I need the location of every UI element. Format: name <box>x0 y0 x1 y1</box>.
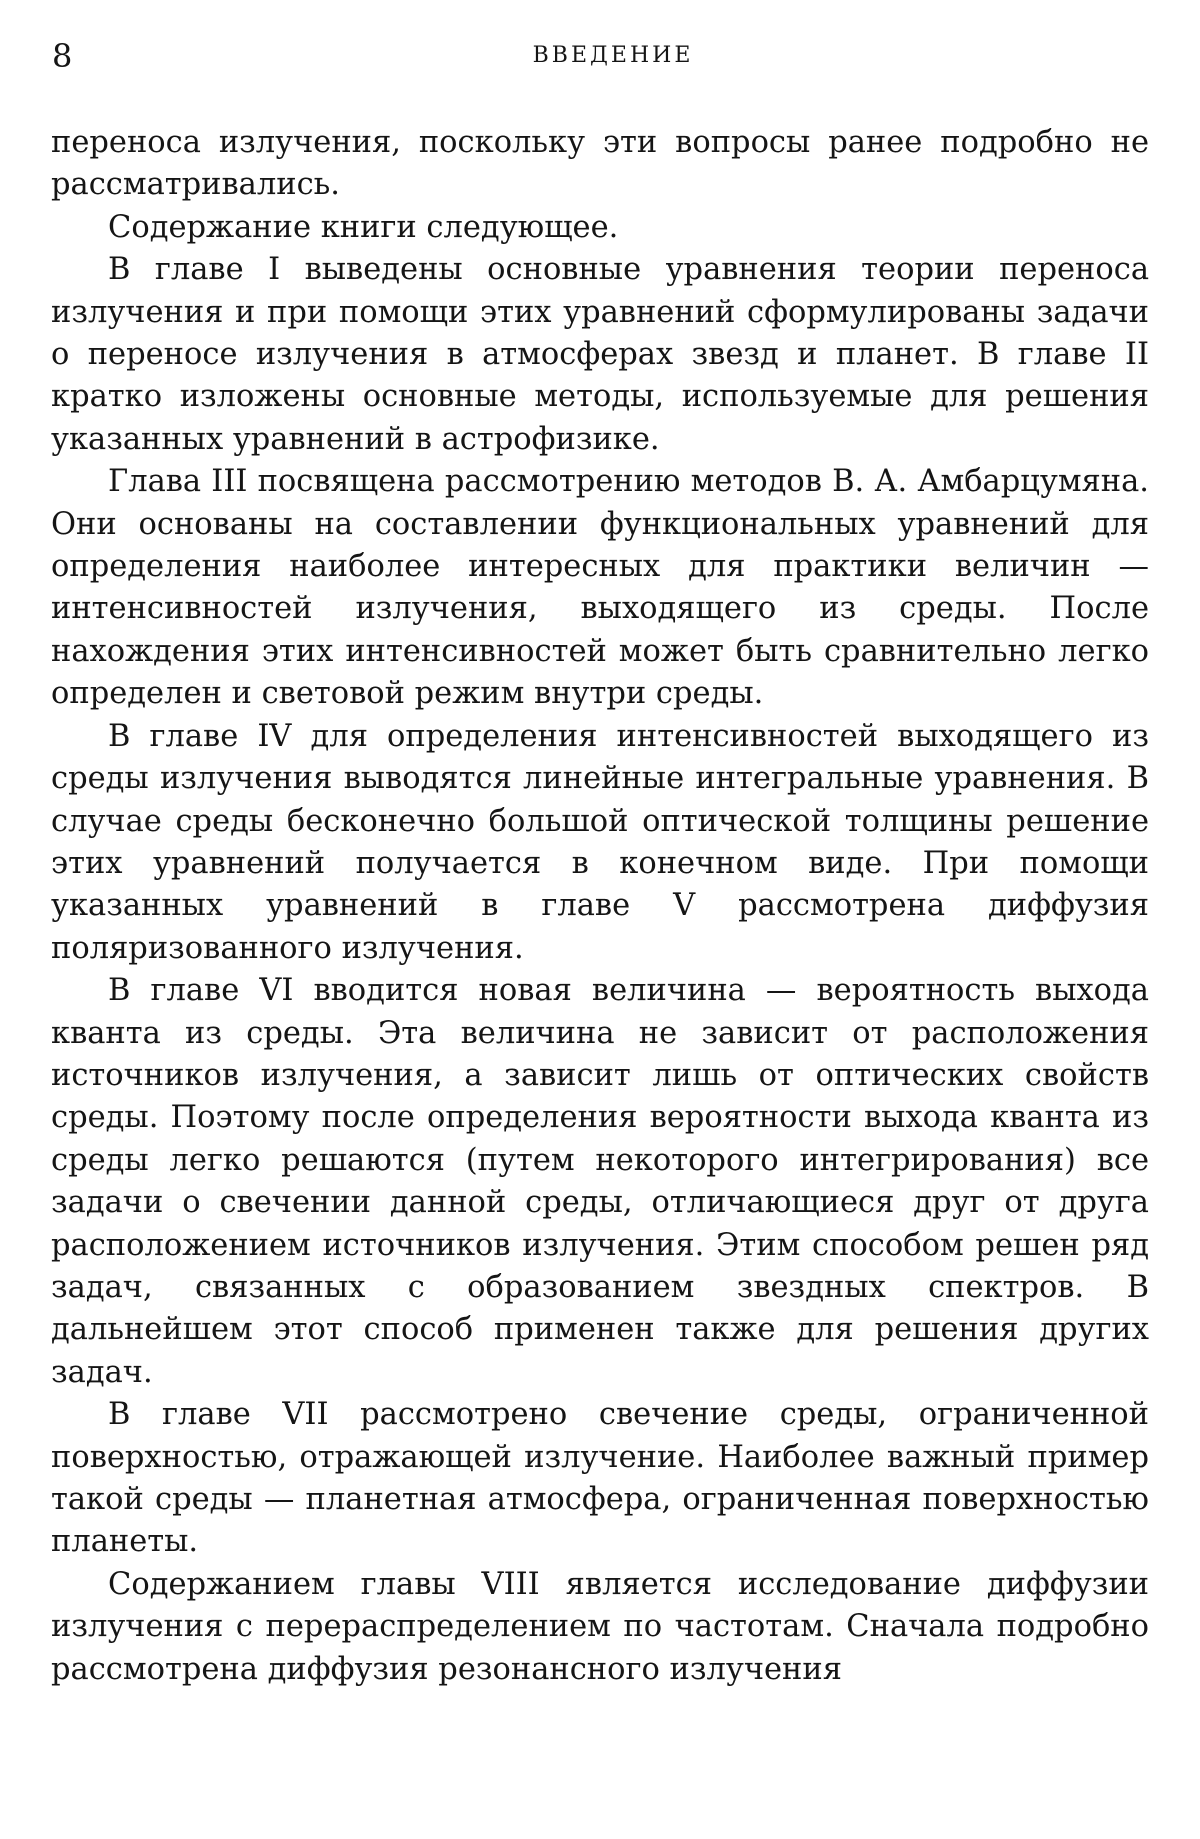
paragraph-chapter-6: В главе VI вводится новая величина — вероятность выхода кванта из среды. Эта величина не зависит от расположения источников излучения, а зависит лишь от оптических свойств среды. Поэтому после определения вероятности выхода кванта из среды легко решаются (путем некоторого интегрирования) все задачи о свечении данной среды, отличающиеся друг от друга расположением источников излучения. Этим способом решен ряд задач, связанных с образованием звездных спектров. В дальнейшем этот способ применен также для решения других задач. <box>51 973 1149 1390</box>
page-header <box>48 36 1148 76</box>
paragraph-chapter-3: Глава III посвящена рассмотрению методов В. А. Амбарцумяна. Они основаны на составлении функциональных уравнений для определения наиболее интересных для практики величин — интенсивностей излучения, выходящего из среды. После нахождения этих интенсивностей может быть сравнительно легко определен и световой режим внутри среды. <box>51 464 1149 712</box>
paragraph-chapter-8: Содержанием главы VIII является исследование диффузии излучения с перераспределением по частотам. Сначала подробно рассмотрена диффузия резонансного излучения <box>51 1566 1149 1687</box>
paragraph-chapters-4-5: В главе IV для определения интенсивностей выходящего из среды излучения выводятся линейные интегральные уравнения. В случае среды бесконечно большой оптической толщины решение этих уравнений получается в конечном виде. При помощи указанных уравнений в главе V рассмотрена диффузия поляризованного излучения. <box>51 718 1149 966</box>
body-text <box>51 122 1149 1691</box>
paragraph-chapter-7: В главе VII рассмотрено свечение среды, ограниченной поверхностью, отражающей излучение. Наиболее важный пример такой среды — планетная атмосфера, ограниченная поверхностью планеты. <box>51 1397 1149 1560</box>
page-number: 8 <box>52 37 73 75</box>
paragraph-chapters-1-2: В главе I выведены основные уравнения теории переноса излучения и при помощи этих уравнений сформулированы задачи о переносе излучения в атмосферах звезд и планет. В главе II кратко изложены основные методы, используемые для решения указанных уравнений в астрофизике. <box>51 252 1149 457</box>
running-head: ВВЕДЕНИЕ <box>532 43 694 68</box>
paragraph-contents-intro: Содержание книги следующее. <box>108 209 619 245</box>
paragraph-continuation: переноса излучения, поскольку эти вопросы ранее подробно не рассматривались. <box>51 125 1149 203</box>
